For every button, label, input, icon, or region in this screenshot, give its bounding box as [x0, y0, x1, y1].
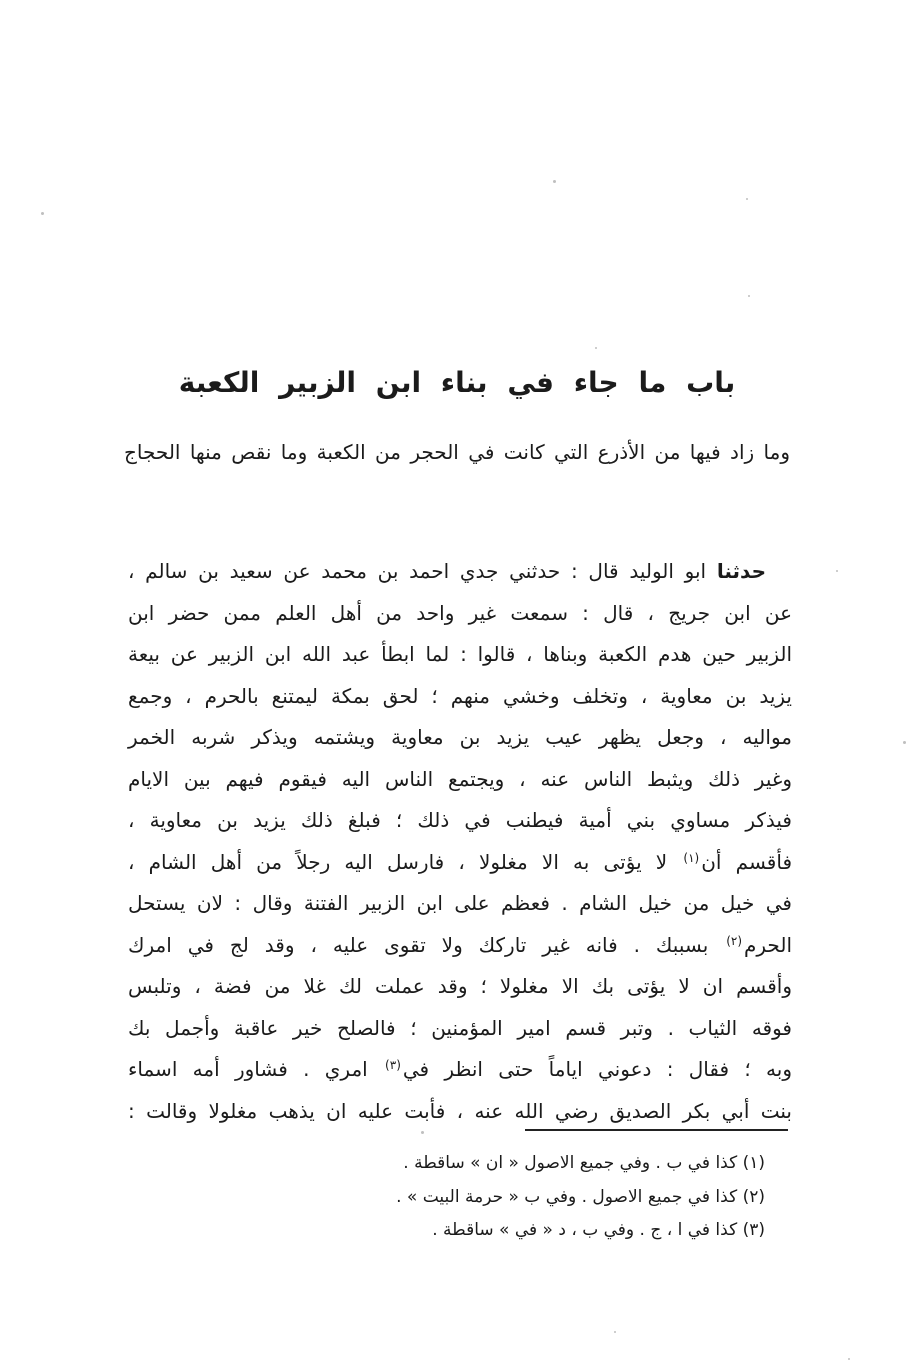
footnote-ref: (٢) — [726, 933, 743, 948]
scan-speck — [553, 180, 556, 183]
scan-speck — [903, 741, 906, 744]
body-line: حدثنا ابو الوليد قال : حدثني جدي احمد بن محمد عن سعيد بن سالم ، — [128, 559, 766, 583]
footnote-separator — [525, 1129, 788, 1131]
scan-speck — [421, 1131, 424, 1134]
body-line: وغير ذلك ويثبط الناس عنه ، ويجتمع الناس اليه فيقوم فيهم بين الايام — [128, 766, 792, 791]
footnote-ref: (٣) — [385, 1058, 401, 1072]
scan-speck — [595, 347, 597, 349]
footnote-line: (١) كذا في ب . وفي جميع الاصول « ان » ساقطة . — [403, 1153, 765, 1173]
body-line: الحرم$^{(٢)}$ بسببك . فانه غير تاركك ولا تقوى عليه ، وقد لج في امرك — [128, 932, 792, 957]
body-line: في خيل من خيل الشام . فعظم على ابن الزبير الفتنة وقال : لان يستحل — [128, 891, 792, 915]
body-line: الزبير حين هدم الكعبة وبناها ، قالوا : لما ابطأ عبد الله ابن الزبير عن بيعة — [128, 642, 792, 666]
footnote-ref: (١) — [683, 850, 700, 865]
body-line: فأقسم أن$^{(١)}$ لا يؤتى به الا مغلولا ، فارسل اليه رجلاً من أهل الشام ، — [128, 849, 793, 874]
scan-speck — [748, 295, 750, 297]
scan-speck — [41, 212, 44, 215]
scan-speck — [836, 570, 838, 572]
footnote-line: (٣) كذا في ا ، ج . وفي ب ، د « في » ساقطة . — [432, 1220, 765, 1240]
scan-speck — [848, 1358, 850, 1360]
chapter-title: باب ما جاء في بناء ابن الزبير الكعبة — [178, 366, 736, 399]
body-line: بنت أبي بكر الصديق رضي الله عنه ، فأبت عليه ان يذهب مغلولا وقالت : — [128, 1098, 792, 1123]
body-text — [128, 551, 792, 1132]
footnote-line: (٢) كذا في جميع الاصول . وفي ب « حرمة البيت » . — [396, 1186, 765, 1207]
body-line: عن ابن جريج ، قال : سمعت غير واحد من أهل العلم ممن حضر ابن — [128, 600, 792, 625]
body-line: وبه ؛ فقال : دعوني اياماً حتى انظر في$^{(٣)}$ امري . فشاور أمه اسماء — [128, 1057, 792, 1081]
chapter-subtitle: وما زاد فيها من الأذرع التي كانت في الحجر من الكعبة وما نقص منها الحجاج — [124, 440, 790, 464]
body-line: وأقسم ان لا يؤتى بك الا مغلولا ؛ وقد عملت لك غلا من فضة ، وتلبس — [128, 974, 792, 998]
body-line: مواليه ، وجعل يظهر عيب يزيد بن معاوية ويشتمه ويذكر شربه الخمر — [128, 725, 792, 749]
body-line: يزيد بن معاوية ، وتخلف وخشي منهم ؛ لحق بمكة ليمتنع بالحرم ، وجمع — [128, 683, 792, 708]
scan-speck — [614, 1331, 616, 1333]
body-line: فيذكر مساوي بني أمية فيطنب في ذلك ؛ فبلغ ذلك يزيد بن معاوية ، — [128, 808, 792, 832]
scan-speck — [746, 198, 748, 200]
footnotes — [305, 1147, 765, 1248]
body-line: فوقه الثياب . وتبر قسم امير المؤمنين ؛ فالصلح خير عاقبة وأجمل بك — [128, 1015, 792, 1040]
